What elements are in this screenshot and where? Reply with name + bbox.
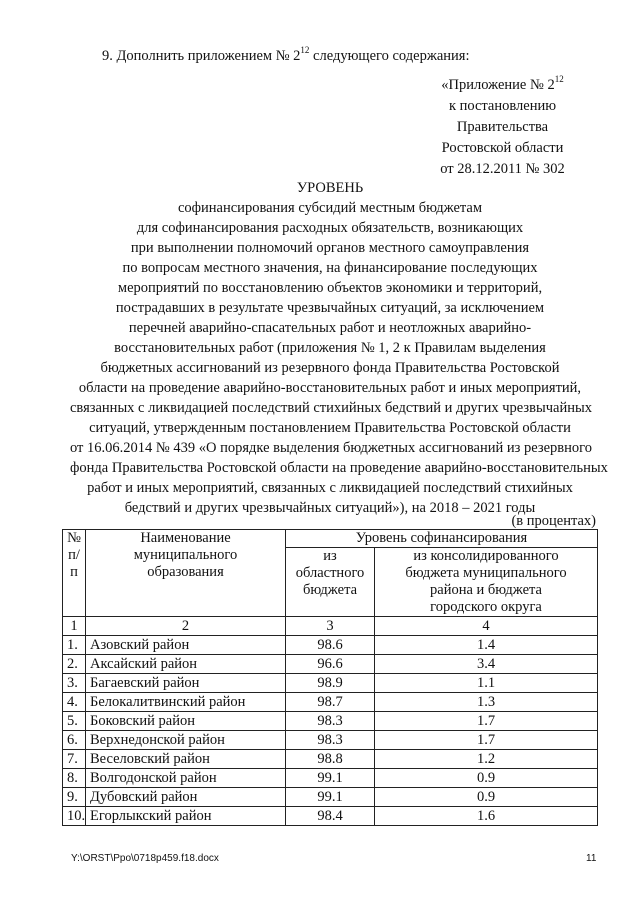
heading-line: связанных с ликвидацией последствий стихийных бедствий и других чрезвычайных xyxy=(70,400,592,416)
header-local-line: городского округа xyxy=(430,599,542,615)
header-name-line: образования xyxy=(147,564,224,580)
row-name: Дубовский район xyxy=(86,788,286,807)
row-name: Верхнедонской район xyxy=(86,731,286,750)
appendix-label: «Приложение № 2 xyxy=(441,76,555,93)
appendix-line-2: к постановлению xyxy=(448,97,557,114)
intro-suffix: следующего содержания: xyxy=(309,47,470,64)
units-note: (в процентах) xyxy=(511,513,596,529)
header-local-line: бюджета муниципального xyxy=(405,565,567,581)
row-local: 1.6 xyxy=(375,807,598,826)
intro-prefix: 9. Дополнить приложением № 2 xyxy=(102,47,301,64)
heading-line: пострадавших в результате чрезвычайных ситуаций, за исключением xyxy=(115,300,545,316)
row-num: 7. xyxy=(63,750,86,769)
table-row xyxy=(63,731,598,750)
heading-line: для софинансирования расходных обязательств, возникающих xyxy=(136,220,524,236)
appendix-line-1 xyxy=(400,70,605,96)
heading-line: области на проведение аварийно-восстановительных работ и иных мероприятий, xyxy=(78,380,582,396)
row-name: Аксайский район xyxy=(86,655,286,674)
header-level: Уровень софинансирования xyxy=(286,530,598,548)
row-name: Веселовский район xyxy=(86,750,286,769)
row-regional: 98.3 xyxy=(286,712,375,731)
heading-line: бюджетных ассигнований из резервного фонда Правительства Ростовской xyxy=(100,360,560,376)
table-row xyxy=(63,693,598,712)
row-name: Азовский район xyxy=(86,636,286,655)
row-regional: 98.6 xyxy=(286,636,375,655)
row-regional: 98.8 xyxy=(286,750,375,769)
heading-line: восстановительных работ (приложения № 1, 2 к Правилам выделения xyxy=(114,340,546,356)
header-num xyxy=(63,530,86,617)
row-name: Боковский район xyxy=(86,712,286,731)
footer-page-number: 11 xyxy=(586,853,597,864)
row-num: 6. xyxy=(63,731,86,750)
row-regional: 98.3 xyxy=(286,731,375,750)
header-name-line: Наименование муниципального xyxy=(133,530,238,563)
row-regional: 98.7 xyxy=(286,693,375,712)
row-regional: 98.4 xyxy=(286,807,375,826)
header-regional-line: бюджета xyxy=(302,582,358,598)
row-regional: 99.1 xyxy=(286,788,375,807)
table-row xyxy=(63,750,598,769)
header-local-line: района и бюджета xyxy=(430,582,542,598)
row-name: Белокалитвинский район xyxy=(86,693,286,712)
heading-line: софинансирования субсидий местным бюджетам xyxy=(177,200,483,216)
row-num: 2. xyxy=(63,655,86,674)
table-row xyxy=(63,769,598,788)
heading-line: от 16.06.2014 № 439 «О порядке выделения бюджетных ассигнований из резервного xyxy=(70,440,592,456)
table-row xyxy=(63,712,598,731)
row-num: 9. xyxy=(63,788,86,807)
row-num: 8. xyxy=(63,769,86,788)
row-name: Багаевский район xyxy=(86,674,286,693)
table-row xyxy=(63,674,598,693)
row-num: 4. xyxy=(63,693,86,712)
row-local: 1.7 xyxy=(375,712,598,731)
heading-line: при выполнении полномочий органов местного самоуправления xyxy=(130,240,530,256)
table-row xyxy=(63,636,598,655)
row-regional: 98.9 xyxy=(286,674,375,693)
row-local: 1.7 xyxy=(375,731,598,750)
row-local: 1.1 xyxy=(375,674,598,693)
cofinancing-table xyxy=(62,529,598,826)
heading-line: бедствий и других чрезвычайных ситуаций»), на 2018 – 2021 годы xyxy=(124,500,536,516)
row-local: 1.2 xyxy=(375,750,598,769)
row-num: 5. xyxy=(63,712,86,731)
row-num: 10. xyxy=(63,807,86,826)
heading-title: УРОВЕНЬ xyxy=(296,180,364,196)
heading-line: перечней аварийно-спасательных работ и неотложных аварийно- xyxy=(128,320,532,336)
header-regional xyxy=(286,548,375,617)
heading-line: по вопросам местного значения, на финансирование последующих xyxy=(122,260,538,276)
row-local: 0.9 xyxy=(375,769,598,788)
heading-line: ситуаций, утвержденным постановлением Правительства Ростовской области xyxy=(89,420,571,436)
heading-line: работ и иных мероприятий, связанных с ликвидацией последствий стихийных xyxy=(87,480,573,496)
header-num-line: № xyxy=(67,530,81,546)
table-row xyxy=(63,655,598,674)
heading-line: мероприятий по восстановлению объектов экономики и территорий, xyxy=(117,280,543,296)
heading-line: фонда Правительства Ростовской области на проведение аварийно-восстановительных xyxy=(70,460,608,476)
index-cell: 4 xyxy=(375,617,598,636)
footer-file-path: Y:\ORST\Ppo\0718p459.f18.docx xyxy=(71,853,219,864)
column-index-row xyxy=(63,617,598,636)
header-regional-line: из областного xyxy=(295,548,365,581)
header-local xyxy=(375,548,598,617)
index-cell: 3 xyxy=(286,617,375,636)
row-local: 1.3 xyxy=(375,693,598,712)
row-local: 0.9 xyxy=(375,788,598,807)
header-num-line: п/п xyxy=(68,547,80,580)
intro-superscript: 12 xyxy=(300,45,310,55)
row-local: 3.4 xyxy=(375,655,598,674)
appendix-line-5: от 28.12.2011 № 302 xyxy=(440,160,565,177)
index-cell: 1 xyxy=(63,617,86,636)
row-num: 1. xyxy=(63,636,86,655)
header-name xyxy=(86,530,286,617)
row-num: 3. xyxy=(63,674,86,693)
row-name: Егорлыкский район xyxy=(86,807,286,826)
intro-paragraph xyxy=(102,42,470,65)
appendix-line-4: Ростовской области xyxy=(441,139,564,156)
header-local-line: из консолидированного xyxy=(413,548,559,564)
table-header-row xyxy=(63,530,598,548)
appendix-superscript: 12 xyxy=(554,74,564,84)
index-cell: 2 xyxy=(86,617,286,636)
table-row xyxy=(63,788,598,807)
appendix-header xyxy=(400,70,605,180)
document-heading xyxy=(70,178,608,518)
row-name: Волгодонской район xyxy=(86,769,286,788)
row-regional: 96.6 xyxy=(286,655,375,674)
table-row xyxy=(63,807,598,826)
appendix-line-3: Правительства xyxy=(456,118,549,135)
row-regional: 99.1 xyxy=(286,769,375,788)
row-local: 1.4 xyxy=(375,636,598,655)
